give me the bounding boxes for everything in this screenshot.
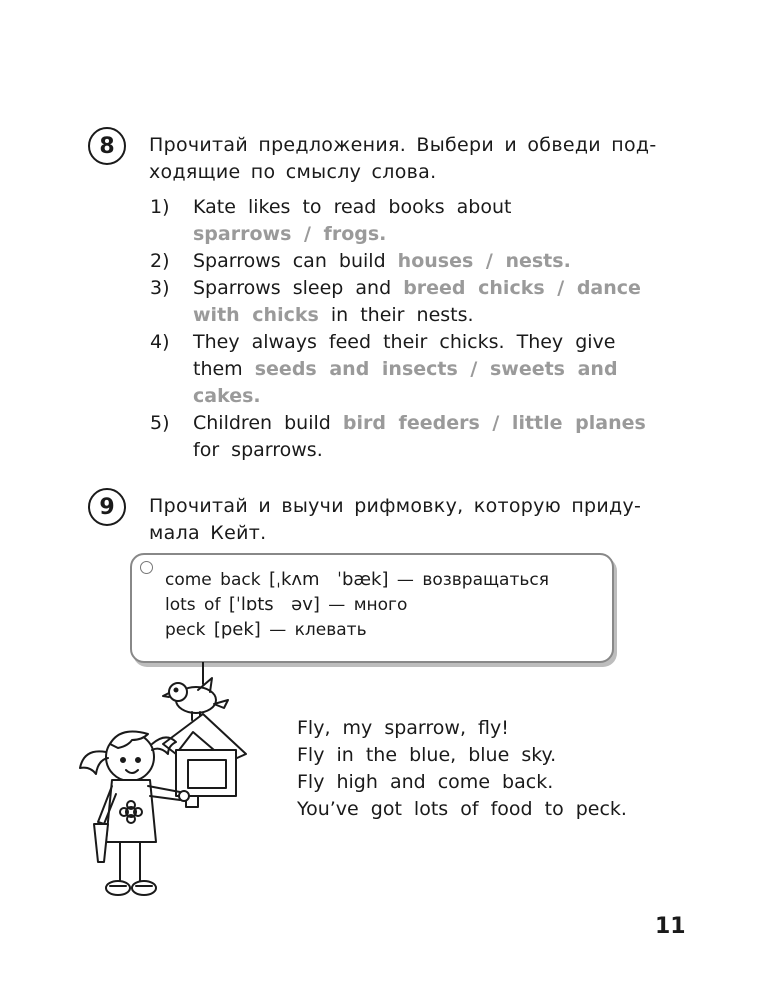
- item-number: 1): [150, 196, 170, 218]
- rhyme-line: You’ve got lots of food to peck.: [297, 798, 627, 820]
- rhyme-line: Fly, my sparrow, fly!: [297, 717, 509, 739]
- vocab-dash: —: [396, 570, 414, 590]
- item-text-line: [193, 383, 261, 410]
- vocab-entry: [165, 592, 407, 618]
- item-number: 2): [150, 250, 170, 272]
- rhyme-line: Fly high and come back.: [297, 771, 554, 793]
- girl-bird-feeder-illustration: [68, 662, 278, 912]
- vocab-entry: [165, 617, 367, 643]
- sentence-text: in their nests.: [318, 304, 474, 326]
- vocab-translation: клевать: [294, 620, 367, 640]
- sentence-text: for sparrows.: [193, 439, 323, 461]
- instruction-line: ходящие по смыслу слова.: [149, 161, 437, 183]
- item-text-line: [193, 221, 386, 248]
- item-number: 3): [150, 277, 170, 299]
- item-text-line: [193, 356, 618, 383]
- answer-option[interactable]: with chicks: [193, 304, 319, 326]
- instruction-line: Прочитай предложения. Выбери и обведи под-: [149, 134, 657, 156]
- vocab-word: come back: [165, 570, 261, 590]
- sparrow-icon: [163, 678, 228, 720]
- vocab-translation: много: [353, 595, 408, 615]
- item-text-line: [193, 194, 511, 221]
- bullet-circle-icon: [140, 561, 153, 574]
- exercise-9-number: 9: [88, 488, 126, 526]
- item-text-line: [193, 248, 571, 275]
- answer-option[interactable]: sparrows / frogs.: [193, 223, 387, 245]
- exercise-8-number: 8: [88, 127, 126, 165]
- vocab-word: peck: [165, 620, 206, 640]
- vocab-dash: —: [328, 595, 346, 615]
- vocabulary-box: [130, 553, 614, 663]
- page-number: 11: [655, 914, 686, 939]
- vocab-transcription: [ˈlɒts əv]: [228, 594, 320, 615]
- vocab-translation: возвращаться: [422, 570, 549, 590]
- item-number: 4): [150, 331, 170, 353]
- instruction-line: Прочитай и выучи рифмовку, которую приду-: [149, 495, 642, 517]
- sentence-text: Sparrows can build: [193, 250, 398, 272]
- sentence-text: Kate likes to read books about: [193, 196, 512, 218]
- vocab-word: lots of: [165, 595, 221, 615]
- item-text-line: [193, 302, 474, 329]
- item-text-line: [193, 329, 615, 356]
- vocab-transcription: [ˌkʌm ˈbæk]: [268, 569, 389, 590]
- exercise-9-instruction: [149, 493, 669, 547]
- rhyme-line: Fly in the blue, blue sky.: [297, 744, 557, 766]
- instruction-line: мала Кейт.: [149, 522, 267, 544]
- answer-option[interactable]: cakes.: [193, 385, 261, 407]
- answer-option[interactable]: houses / nests.: [397, 250, 571, 272]
- sentence-text: them: [193, 358, 255, 380]
- answer-option[interactable]: bird feeders / little planes: [342, 412, 646, 434]
- exercise-8-instruction: [149, 132, 669, 186]
- item-number: 5): [150, 412, 170, 434]
- answer-option[interactable]: seeds and insects / sweets and: [254, 358, 618, 380]
- sentence-text: They always feed their chicks. They give: [193, 331, 616, 353]
- item-text-line: [193, 437, 323, 464]
- answer-option[interactable]: breed chicks / dance: [403, 277, 641, 299]
- vocab-transcription: [pek]: [213, 619, 261, 640]
- vocab-entry: [165, 567, 549, 593]
- item-text-line: [193, 275, 641, 302]
- item-text-line: [193, 410, 646, 437]
- vocab-dash: —: [269, 620, 287, 640]
- sentence-text: Children build: [193, 412, 343, 434]
- sentence-text: Sparrows sleep and: [193, 277, 404, 299]
